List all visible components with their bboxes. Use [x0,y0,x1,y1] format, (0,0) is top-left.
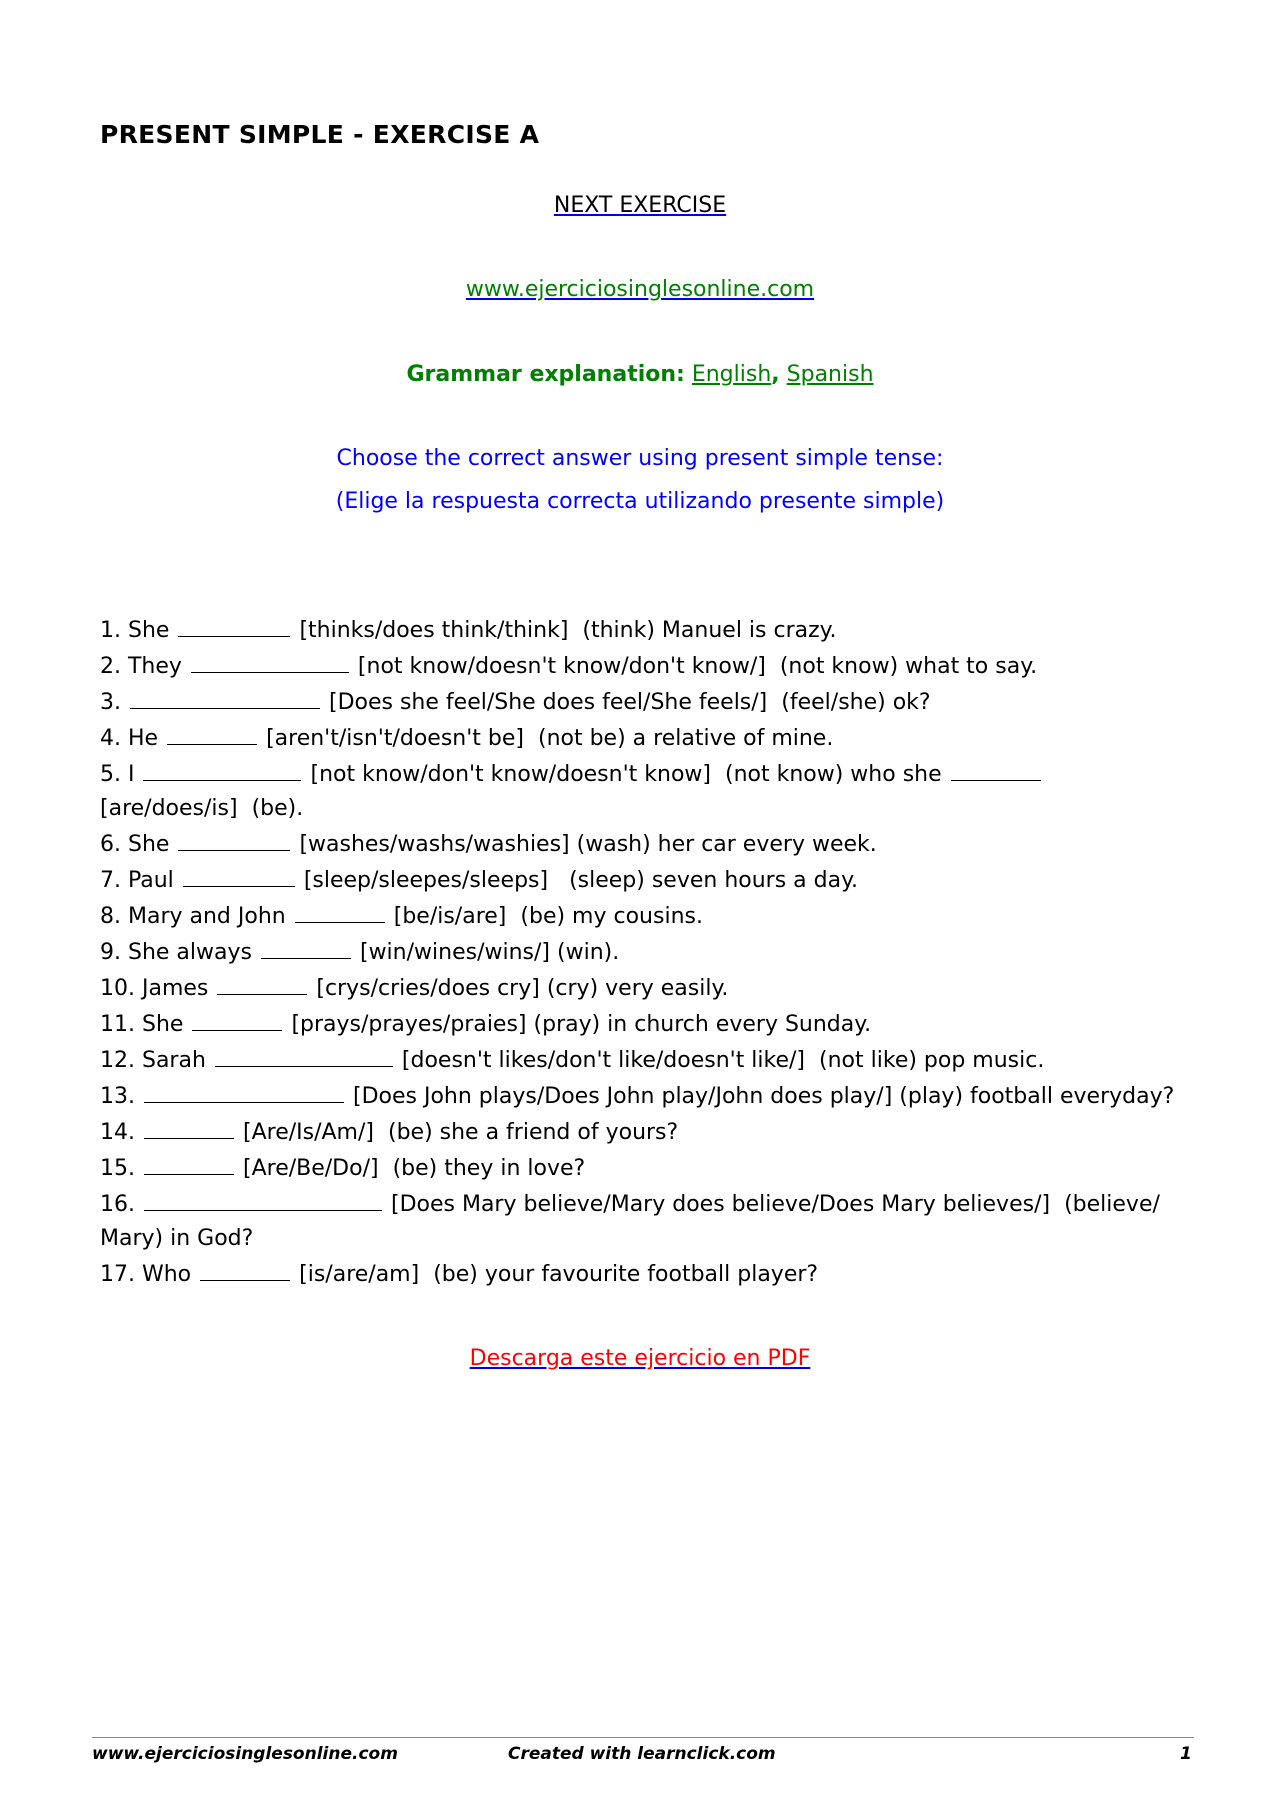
question-options: [not know/doesn't know/don't know/] [357,654,766,679]
question-prefix: 7. Paul [100,868,174,893]
question-options: [prays/prayes/praies] [291,1012,527,1037]
answer-blank[interactable] [217,970,307,995]
question-options: [win/wines/wins/] [359,940,550,965]
site-link[interactable]: www.ejerciciosinglesonline.com [465,277,815,302]
footer-divider [92,1737,1194,1738]
instruction-english: Choose the correct answer using present simple tense: [336,446,944,471]
answer-blank[interactable] [178,826,290,851]
answer-blank[interactable] [295,898,385,923]
question-suffix: (not know) who she [724,762,942,787]
question-suffix: (feel/she) ok? [781,690,931,715]
question-suffix: (play) football everyday? [899,1084,1175,1109]
question-suffix: (believe/ Mary) in God? [100,1192,1160,1251]
question-prefix: 1. She [100,618,170,643]
answer-blank[interactable] [178,612,290,637]
question-options: [washes/washs/washies] [299,832,570,857]
question-item [100,756,1200,826]
instruction-spanish: (Elige la respuesta correcta utilizando presente simple) [335,489,945,514]
question-options: [crys/cries/does cry] [316,976,540,1001]
answer-blank[interactable] [192,1006,282,1031]
question-suffix: (be) they in love? [392,1156,586,1181]
footer-site: www.ejerciciosinglesonline.com [92,1744,398,1764]
question-item [100,862,1200,898]
answer-blank[interactable] [167,720,257,745]
question-item [100,612,1200,648]
question-options: [doesn't likes/don't like/doesn't like/] [401,1048,806,1073]
question-suffix: (pray) in church every Sunday. [533,1012,872,1037]
question-prefix: 6. She [100,832,170,857]
question-item [100,1078,1200,1114]
question-suffix: (sleep) seven hours a day. [569,868,858,893]
question-options: [is/are/am] [299,1262,420,1287]
question-options: [Does John plays/Does John play/John does play/] [353,1084,893,1109]
question-item [100,684,1200,720]
question-prefix: 12. Sarah [100,1048,206,1073]
footer-page-number: 1 [1180,1744,1192,1764]
question-item [100,1042,1200,1078]
question-suffix: (win). [557,940,620,965]
question-suffix: (not be) a relative of mine. [537,726,834,751]
answer-blank[interactable] [191,648,349,673]
question-suffix: (not like) pop music. [819,1048,1045,1073]
grammar-spanish-link[interactable]: Spanish [786,362,874,387]
question-suffix: (wash) her car every week. [576,832,877,857]
question-item [100,1186,1200,1256]
question-list [100,612,1200,1292]
question-item [100,648,1200,684]
question-suffix: (be) she a friend of yours? [387,1120,679,1145]
question-item [100,970,1200,1006]
answer-blank[interactable] [130,684,320,709]
answer-blank[interactable] [215,1042,393,1067]
question-options: [be/is/are] [393,904,507,929]
question-prefix: 14. [100,1120,135,1145]
grammar-label: Grammar explanation: [406,362,685,387]
question-options: [Does she feel/She does feel/She feels/] [329,690,768,715]
question-suffix: (be). [251,796,304,821]
question-prefix: 13. [100,1084,135,1109]
question-item [100,898,1200,934]
question-prefix: 16. [100,1192,135,1217]
question-options: [Does Mary believe/Mary does believe/Does Mary believes/] [391,1192,1051,1217]
answer-blank[interactable] [200,1256,290,1281]
question-prefix: 5. I [100,762,135,787]
question-item [100,1006,1200,1042]
answer-blank[interactable] [144,1078,344,1103]
answer-blank[interactable] [183,862,295,887]
question-prefix: 2. They [100,654,182,679]
question-prefix: 11. She [100,1012,184,1037]
question-prefix: 4. He [100,726,159,751]
question-prefix: 17. Who [100,1262,192,1287]
question-options: [Are/Be/Do/] [243,1156,379,1181]
grammar-explanation [0,362,1280,387]
question-suffix: (cry) very easily. [546,976,729,1001]
answer-blank[interactable] [144,1150,234,1175]
question-prefix: 15. [100,1156,135,1181]
pdf-download-link[interactable]: Descarga este ejercicio en PDF [469,1346,811,1371]
next-exercise-link[interactable]: NEXT EXERCISE [553,193,727,218]
answer-blank[interactable] [143,756,301,781]
page-title: PRESENT SIMPLE - EXERCISE A [100,120,540,149]
question-item [100,1256,1200,1292]
question-prefix: 10. James [100,976,209,1001]
question-prefix: 3. [100,690,121,715]
question-prefix: 9. She always [100,940,252,965]
answer-blank[interactable] [261,934,351,959]
question-prefix: 8. Mary and John [100,904,286,929]
question-options: [are/does/is] [100,796,238,821]
question-item [100,720,1200,756]
question-suffix: (not know) what to say. [779,654,1038,679]
question-options: [not know/don't know/doesn't know] [310,762,711,787]
question-item [100,1150,1200,1186]
grammar-english-link[interactable]: English [691,362,772,387]
question-suffix: (be) your favourite football player? [433,1262,819,1287]
question-suffix: (be) my cousins. [520,904,703,929]
question-options: [aren't/isn't/doesn't be] [266,726,524,751]
footer-credit: Created with learnclick.com [508,1744,776,1764]
question-item [100,1114,1200,1150]
answer-blank[interactable] [144,1114,234,1139]
question-options: [sleep/sleepes/sleeps] [303,868,549,893]
question-suffix: (think) Manuel is crazy. [582,618,837,643]
question-options: [thinks/does think/think] [299,618,569,643]
question-item [100,826,1200,862]
answer-blank[interactable] [144,1186,382,1211]
question-options: [Are/Is/Am/] [243,1120,374,1145]
question-item [100,934,1200,970]
answer-blank[interactable] [951,756,1041,781]
grammar-separator: , [771,362,780,387]
